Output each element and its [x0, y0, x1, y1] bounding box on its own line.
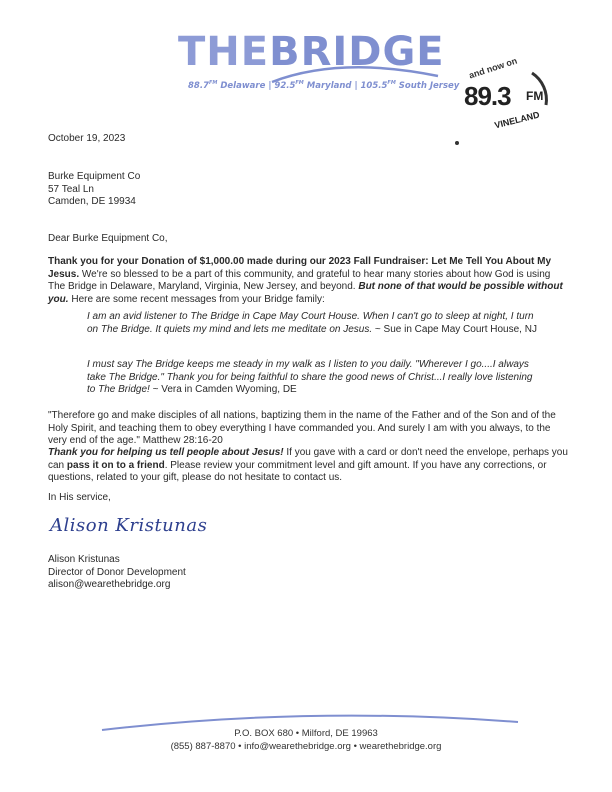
signer-name: Alison Kristunas	[48, 554, 120, 565]
listener-quote-1: I am an avid listener to The Bridge in Cape May Court House. When I can't go to sleep at night, I turn on The Bridge. It quiets my mind and lets me meditate on Jesus. ~ Sue in Cape May Court House, NJ	[87, 311, 537, 335]
recipient-name: Burke Equipment Co	[48, 171, 141, 182]
logo-bridge: BRIDGE	[269, 29, 445, 75]
signer-email: alison@wearethebridge.org	[48, 579, 171, 590]
station-frequencies: $88.7^{FM}$ Delaware | $92.5^{FM}$ Maryland | $105.5^{FM}$ South Jersey	[188, 80, 460, 91]
scripture-paragraph: "Therefore go and make disciples of all nations, baptizing them in the name of the Father and of the Son and of the Holy Spirit, and teaching them to obey everything I have commanded you. And surely I am with you always, to the very end of the age." Matthew 28:16-20	[48, 410, 556, 446]
footer-contact: (855) 887-8870 • info@wearethebridge.org • wearethebridge.org	[170, 741, 442, 752]
badge-city: VINELAND	[493, 109, 541, 131]
badge-tagline: and now on	[467, 55, 519, 81]
vineland-badge	[458, 55, 552, 143]
listener-quote-2: I must say The Bridge keeps me steady in my walk as I listen to you daily. "Wherever I go....I always take The Bridge." Thank you for being faithful to share the good news of Christ...I really love listening to The Bridge! ~ Vera in Camden Wyoming, DE	[87, 359, 533, 395]
signature-block	[48, 554, 186, 592]
logo-the: THE	[178, 29, 270, 75]
letter-date: October 19, 2023	[48, 133, 126, 144]
thank-you-paragraph: Thank you for your Donation of $1,000.00 made during our 2023 Fall Fundraiser: Let Me Tell You About My Jesus. We're so blessed to be a part of this community, and grateful to hear many stories about how God is using The Bridge in Delaware, Maryland, Virginia, New Jersey, and beyond. But none of that would be possible without you. Here are some recent messages from your Bridge family:	[48, 256, 563, 305]
pass-it-on-paragraph: Thank you for helping us tell people about Jesus! If you gave with a card or don't need the envelope, perhaps you can pass it on to a friend. Please review your commitment level and gift amount. If you have any corrections, or questions, related to your gift, please do not hesitate to contact us.	[48, 447, 568, 483]
closing: In His service,	[48, 492, 111, 503]
handwritten-signature: Alison Kristunas	[50, 515, 208, 536]
recipient-street: 57 Teal Ln	[48, 183, 94, 195]
badge-frequency: 89.3	[464, 81, 511, 111]
decorative-dot	[455, 141, 459, 145]
salutation: Dear Burke Equipment Co,	[48, 233, 168, 244]
recipient-city: Camden, DE 19934	[48, 196, 136, 207]
badge-fm: FM	[526, 89, 544, 103]
footer-address: P.O. BOX 680 • Milford, DE 19963	[234, 728, 378, 739]
recipient-address	[48, 171, 140, 209]
signer-title: Director of Donor Development	[48, 566, 186, 578]
